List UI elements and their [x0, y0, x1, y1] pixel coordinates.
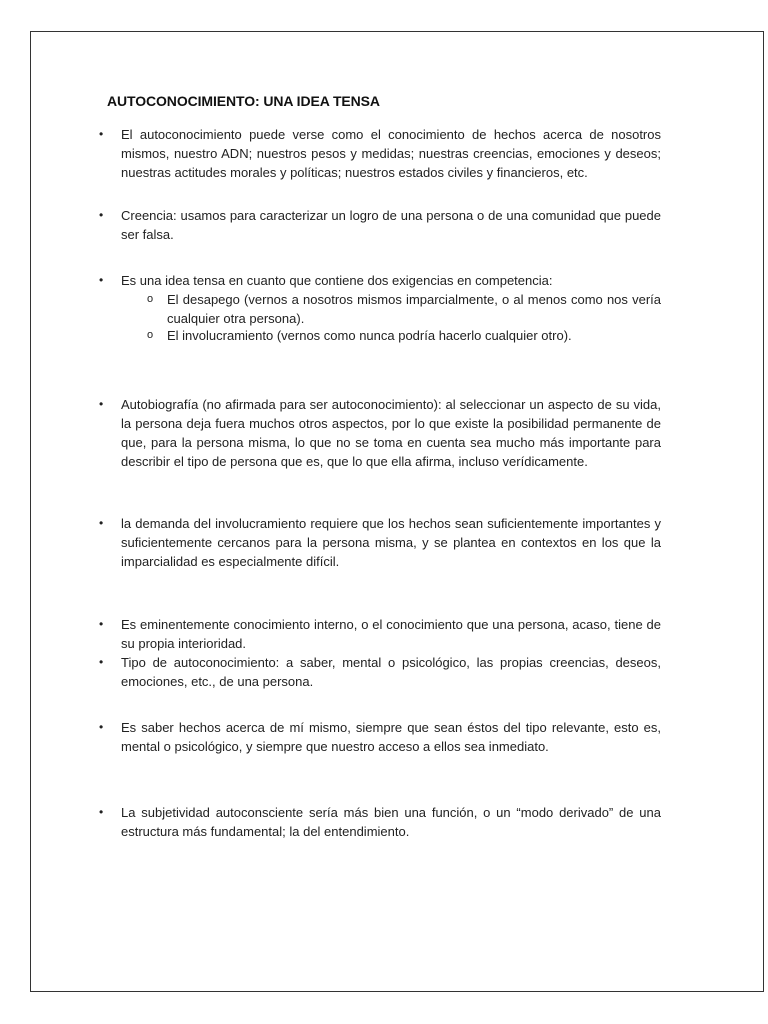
list-item — [99, 653, 661, 691]
sub-list-item — [147, 326, 661, 345]
list-item-text: Es eminentemente conocimiento interno, o el conocimiento que una persona, acaso, tiene de su propia interioridad. — [121, 617, 661, 651]
list-item — [99, 803, 661, 841]
list-item-text: Es saber hechos acerca de mí mismo, siempre que sean éstos del tipo relevante, esto es, mental o psicológico, y siempre que nuestro acceso a ellos sea inmediato. — [121, 720, 661, 754]
sub-list-item — [147, 290, 661, 328]
list-item — [99, 615, 661, 653]
sub-list-item-text: El involucramiento (vernos como nunca podría hacerlo cualquier otro). — [167, 328, 572, 343]
bullet-icon: • — [99, 273, 104, 287]
bullet-icon: • — [99, 655, 104, 669]
list-item-text: Es una idea tensa en cuanto que contiene dos exigencias en competencia: — [121, 273, 553, 288]
list-item — [99, 271, 661, 290]
list-item-text: la demanda del involucramiento requiere que los hechos sean suficientemente importantes y suficientemente cercanos para la persona misma, y se plantea en contextos en los que la imparcialidad es especialmente difícil. — [121, 516, 661, 569]
bullet-icon: • — [99, 397, 104, 411]
list-item — [99, 206, 661, 244]
bullet-icon: • — [99, 208, 104, 222]
circle-bullet-icon: o — [147, 329, 154, 341]
circle-bullet-icon: o — [147, 293, 154, 305]
bullet-icon: • — [99, 617, 104, 631]
list-item-text: Tipo de autoconocimiento: a saber, mental o psicológico, las propias creencias, deseos, emociones, etc., de una persona. — [121, 655, 661, 689]
list-item — [99, 125, 661, 182]
list-item-text: Creencia: usamos para caracterizar un logro de una persona o de una comunidad que puede ser falsa. — [121, 208, 661, 242]
bullet-icon: • — [99, 805, 104, 819]
list-item — [99, 395, 661, 471]
list-item-text: El autoconocimiento puede verse como el conocimiento de hechos acerca de nosotros mismos, nuestro ADN; nuestros pesos y medidas; nuestras creencias, emociones y deseos; nuestras actitudes morales y políticas; nuestros estados civiles y financieros, etc. — [121, 127, 661, 180]
list-item-text: Autobiografía (no afirmada para ser autoconocimiento): al seleccionar un aspecto de su vida, la persona deja fuera muchos otros aspectos, por lo que existe la posibilidad permanente de que, para la persona misma, lo que no se toma en cuenta sea mucho más importante para describir el tipo de persona que es, que lo que ella afirma, incluso verídicamente. — [121, 397, 661, 469]
list-item — [99, 718, 661, 756]
bullet-icon: • — [99, 127, 104, 141]
list-item — [99, 514, 661, 571]
bullet-icon: • — [99, 720, 104, 734]
list-item-text: La subjetividad autoconsciente sería más bien una función, o un “modo derivado” de una estructura más fundamental; la del entendimiento. — [121, 805, 661, 839]
sub-list-item-text: El desapego (vernos a nosotros mismos imparcialmente, o al menos como nos vería cualquier otra persona). — [167, 292, 661, 326]
bullet-icon: • — [99, 516, 104, 530]
document-title: AUTOCONOCIMIENTO: UNA IDEA TENSA — [107, 93, 380, 109]
